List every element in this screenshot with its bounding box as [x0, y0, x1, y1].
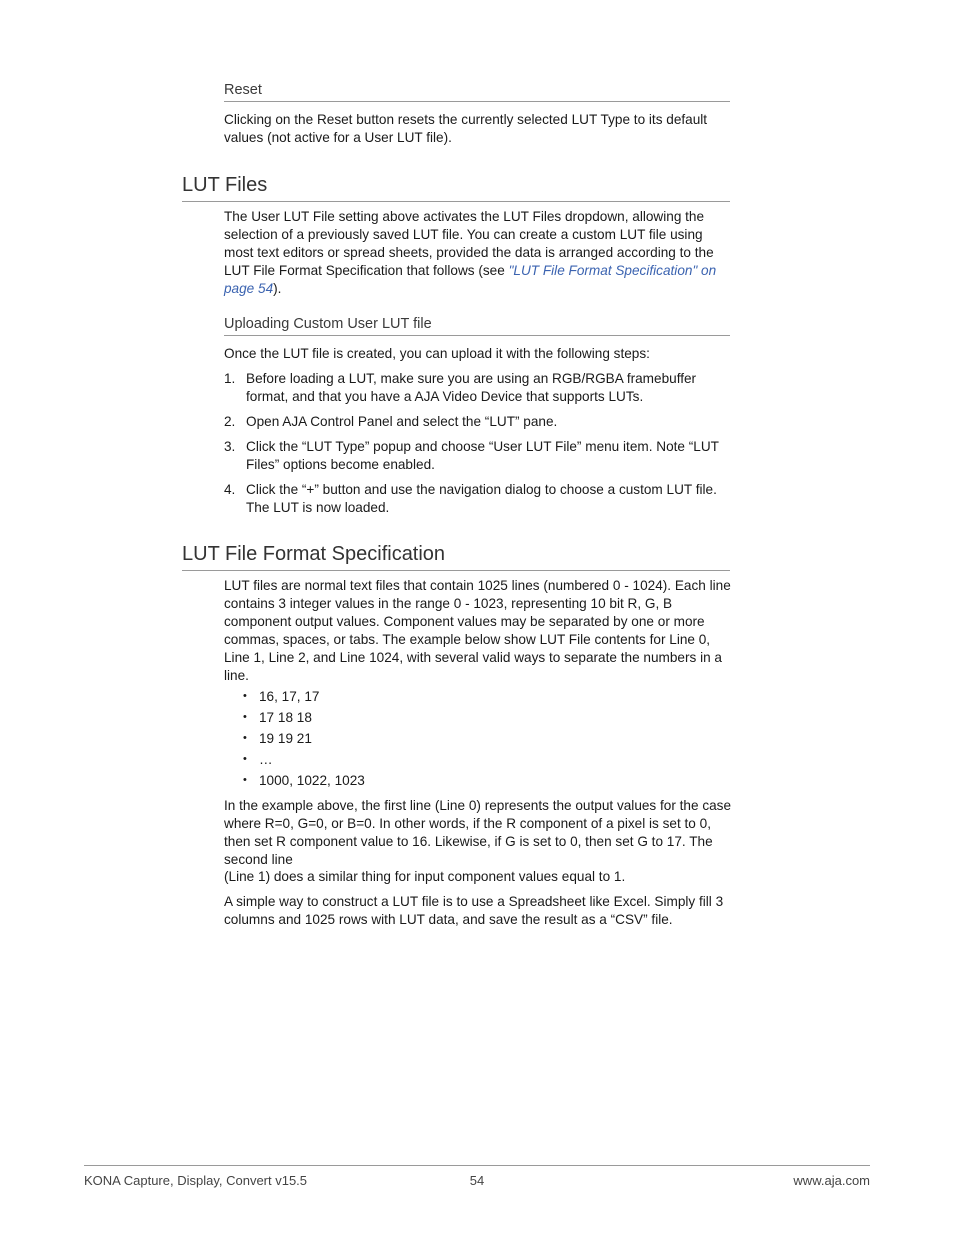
step-number: 1. — [224, 371, 236, 386]
bullet-icon: • — [243, 690, 247, 702]
step-text: Open AJA Control Panel and select the “LUT” pane. — [246, 414, 558, 429]
upload-step — [224, 413, 730, 431]
bullet-icon: • — [243, 711, 247, 723]
lut-files-text-pre: The User LUT File setting above activates the LUT Files dropdown, allowing the selection of a previously saved LUT file. You can create a custom LUT file using most text editors or spread sheets, provided the data is arranged according to the LUT File Format Specification that follows (see — [224, 209, 714, 278]
format-spec-heading: LUT File Format Specification — [182, 543, 730, 571]
reset-paragraph: Clicking on the Reset button resets the currently selected LUT Type to its default values (not active for a User LUT file). — [224, 112, 708, 145]
example-line: 17 18 18 — [259, 710, 312, 725]
list-item — [243, 688, 723, 709]
reset-heading: Reset — [224, 82, 730, 102]
uploading-intro: Once the LUT file is created, you can upload it with the following steps: — [224, 346, 650, 361]
explanation-continued: (Line 1) does a similar thing for input component values equal to 1. — [224, 869, 626, 884]
step-number: 3. — [224, 439, 236, 454]
step-number: 4. — [224, 482, 236, 497]
step-number: 2. — [224, 414, 236, 429]
list-item — [243, 709, 723, 730]
upload-step — [224, 481, 730, 517]
bullet-icon: • — [243, 774, 247, 786]
spreadsheet-tip-paragraph: A simple way to construct a LUT file is to use a Spreadsheet like Excel. Simply fill 3 columns and 1025 rows with LUT data, and save the result as a “CSV” file. — [224, 894, 724, 927]
upload-step — [224, 370, 730, 406]
example-lines-list — [243, 688, 723, 793]
footer-divider — [84, 1165, 870, 1166]
example-line: … — [259, 752, 273, 767]
step-text: Before loading a LUT, make sure you are using an RGB/RGBA framebuffer format, and that you have a AJA Video Device that supports LUTs. — [246, 371, 697, 404]
step-text: Click the “+” button and use the navigation dialog to choose a custom LUT file. The LUT is now loaded. — [246, 482, 717, 515]
step-text: Click the “LUT Type” popup and choose “User LUT File” menu item. Note “LUT Files” options become enabled. — [246, 439, 719, 472]
example-line: 1000, 1022, 1023 — [259, 773, 365, 788]
footer-product-title: KONA Capture, Display, Convert v15.5 — [84, 1173, 308, 1188]
list-item — [243, 751, 723, 772]
upload-steps-list — [224, 370, 730, 524]
list-item — [243, 730, 723, 751]
explanation-paragraph: In the example above, the first line (Line 0) represents the output values for the case where R=0, G=0, or B=0. In other words, if the R component of a pixel is set to 0, then set R component value to 16. Likewise, if G is set to 0, then set G to 17. The second line — [224, 798, 732, 867]
bullet-icon: • — [243, 732, 247, 744]
list-item — [243, 772, 723, 793]
footer-website-link[interactable]: www.aja.com — [793, 1173, 870, 1188]
upload-step — [224, 438, 730, 474]
lut-files-heading: LUT Files — [182, 174, 730, 202]
footer-page-number: 54 — [469, 1173, 485, 1188]
format-spec-paragraph: LUT files are normal text files that contain 1025 lines (numbered 0 - 1024). Each line contains 3 integer values in the range 0 - 1023, representing 10 bit R, G, B component output values. Component values may be separated by one or more commas, spaces, or tabs. The example below show LUT File contents for Line 0, Line 1, Line 2, and Line 1024, with several valid ways to separate the numbers in a line. — [224, 578, 731, 683]
example-line: 16, 17, 17 — [259, 689, 320, 704]
lut-files-text-post: ). — [273, 281, 282, 296]
bullet-icon: • — [243, 753, 247, 765]
uploading-heading: Uploading Custom User LUT file — [224, 316, 730, 336]
example-line: 19 19 21 — [259, 731, 312, 746]
lut-files-paragraph — [224, 208, 732, 298]
lut-format-spec-link[interactable]: "LUT File Format Specification" on page 54 — [224, 263, 717, 296]
